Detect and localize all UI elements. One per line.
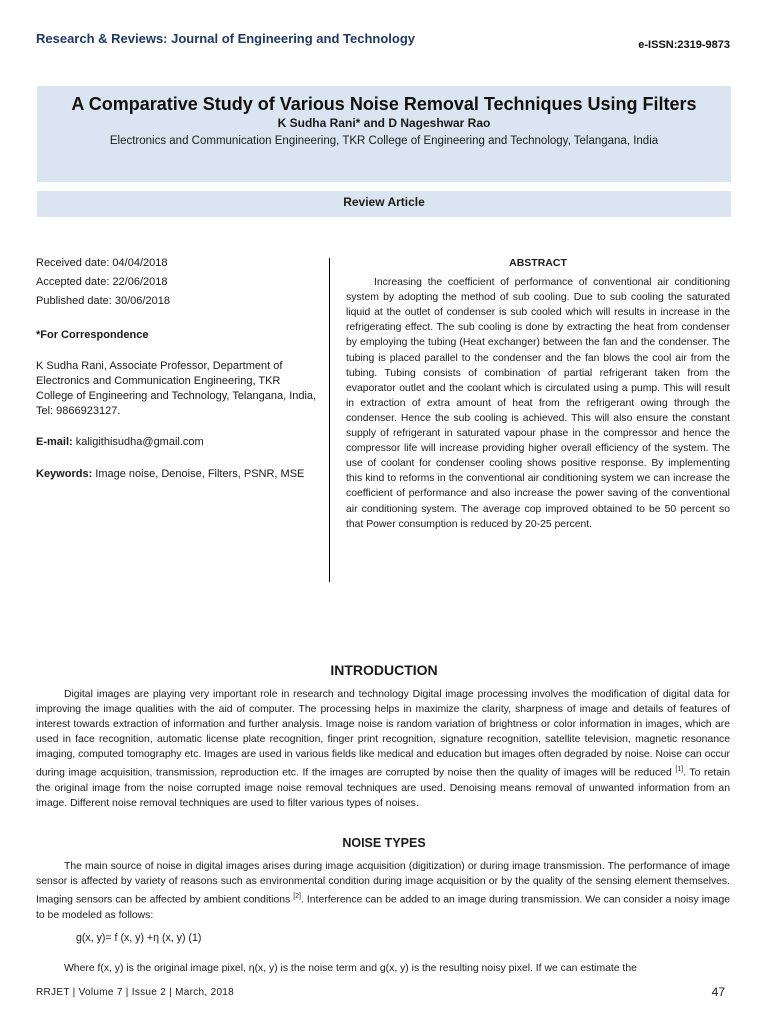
introduction-text <box>36 687 730 811</box>
accepted-date: Accepted date: 22/06/2018 <box>36 276 168 288</box>
title-block <box>37 86 731 182</box>
footer-citation: RRJET | Volume 7 | Issue 2 | March, 2018 <box>36 987 235 998</box>
abstract-text: Increasing the coefficient of performance of conventional air conditioning system by adopting the method of sub cooling. Due to sub cooling the saturated liquid at the outlet of condenser is sub cooled which will results in increase in the refrigerating effect. The sub cooling is done by extracting the heat from condenser by employing the tubing (Heat exchanger) between the fan and the condenser. The tubing is placed parallel to the condenser and the fan blows the cool air from the tubing. Tubing consists of combination of partial refrigerant taken from the evaporator outlet and the coolant which is circulated using a pump. This will result in extraction of extra amount of heat from the refrigerant owing through the condenser. Hence the sub cooling is achieved. This will also ensure the constant supply of refrigerant in saturated vapour phase in the compressor and hence the compressor life will increase providing higher overall efficiency of the system. The use of coolant for condenser cooling shows positive response. By implementing this kind to reforms in the conventional air conditioning system we can increase the coefficient of performance and also increase the power saving of the conventional air conditioning system. The average cop improved obtained to be 50 percent so that Power consumption is reduced by 20-25 percent. <box>346 277 730 530</box>
issn: e-ISSN:2319-9873 <box>638 39 730 51</box>
introduction-text-part1: Digital images are playing very important role in research and technology Digital image processing involves the modification of digital data for improving the image qualities with the aid of computer. The processing helps in maximize the clarity, sharpness of image and details of features of interest towards extraction of information and further analysis. Image noise is random variation of brightness or color information in images, which are used in face recognition, automatic license plate recognition, finger print recognition, signature recognition, satellite television, magnetic resonance imaging, computed tomography etc. Images are used in various fields like medical and education but images often degraded by noise. Noise can occur during image acquisition, transmission, reproduction etc. If the images are corrupted by noise then the quality of images will be reduced <box>36 689 730 779</box>
journal-name: Research & Reviews: Journal of Engineering and Technology <box>36 31 416 46</box>
noise-types-continuation: Where f(x, y) is the original image pixel, η(x, y) is the noise term and g(x, y) is the resulting noisy pixel. If we can estimate the <box>64 963 637 974</box>
paper-title: A Comparative Study of Various Noise Removal Techniques Using Filters <box>71 94 697 114</box>
keywords-line <box>36 467 318 482</box>
article-type: Review Article <box>37 191 731 217</box>
introduction-heading: INTRODUCTION <box>330 662 438 678</box>
affiliation: Electronics and Communication Engineering, TKR College of Engineering and Technology, Telangana, India <box>109 135 659 147</box>
abstract-section <box>346 256 730 532</box>
citation-2[interactable]: [2] <box>293 893 302 901</box>
keywords-text: Image noise, Denoise, Filters, PSNR, MSE <box>92 468 305 480</box>
introduction-text-part2: . To retain the original image from the noise corrupted image noise removal techniques are used. Denoising means removal of unwanted information from an image. Different noise removal techniques are used to filter various types of noises. <box>36 767 730 810</box>
correspondence-label: *For Correspondence <box>36 329 149 341</box>
received-date: Received date: 04/04/2018 <box>36 257 168 269</box>
page-number: 47 <box>711 985 725 999</box>
noise-types-heading: NOISE TYPES <box>342 836 426 850</box>
noise-types-text-part2: . Interference can be added to an image during transmission. We can consider a noisy image to be modeled as follows: <box>36 894 731 921</box>
published-date: Published date: 30/06/2018 <box>36 295 170 307</box>
email-label: E-mail: <box>36 436 73 448</box>
keywords-label: Keywords: <box>36 468 93 480</box>
email-address[interactable]: kaligithisudha@gmail.com <box>72 436 204 448</box>
authors: K Sudha Rani* and D Nageshwar Rao <box>277 116 491 130</box>
article-info-sidebar <box>36 256 318 482</box>
citation-1[interactable]: [1] <box>675 766 684 774</box>
noise-types-text <box>36 859 730 923</box>
email-line <box>36 435 318 450</box>
abstract-heading: ABSTRACT <box>509 257 567 269</box>
correspondence-text: K Sudha Rani, Associate Professor, Department of Electronics and Communication Engineering, TKR College of Engineering and Technology, Telangana, India, Tel: 9866923127. <box>36 360 317 417</box>
noise-types-text-part1: The main source of noise in digital images arises during image acquisition (digitization) or during image transmission. The performance of image sensor is affected by variety of reasons such as environmental condition during image acquisition or by the quality of the sensing element themselves. Imaging sensors can be affected by ambient conditions <box>36 861 730 906</box>
column-divider <box>329 258 330 582</box>
equation-1: g(x, y)= f (x, y) +η (x, y) (1) <box>76 932 202 944</box>
